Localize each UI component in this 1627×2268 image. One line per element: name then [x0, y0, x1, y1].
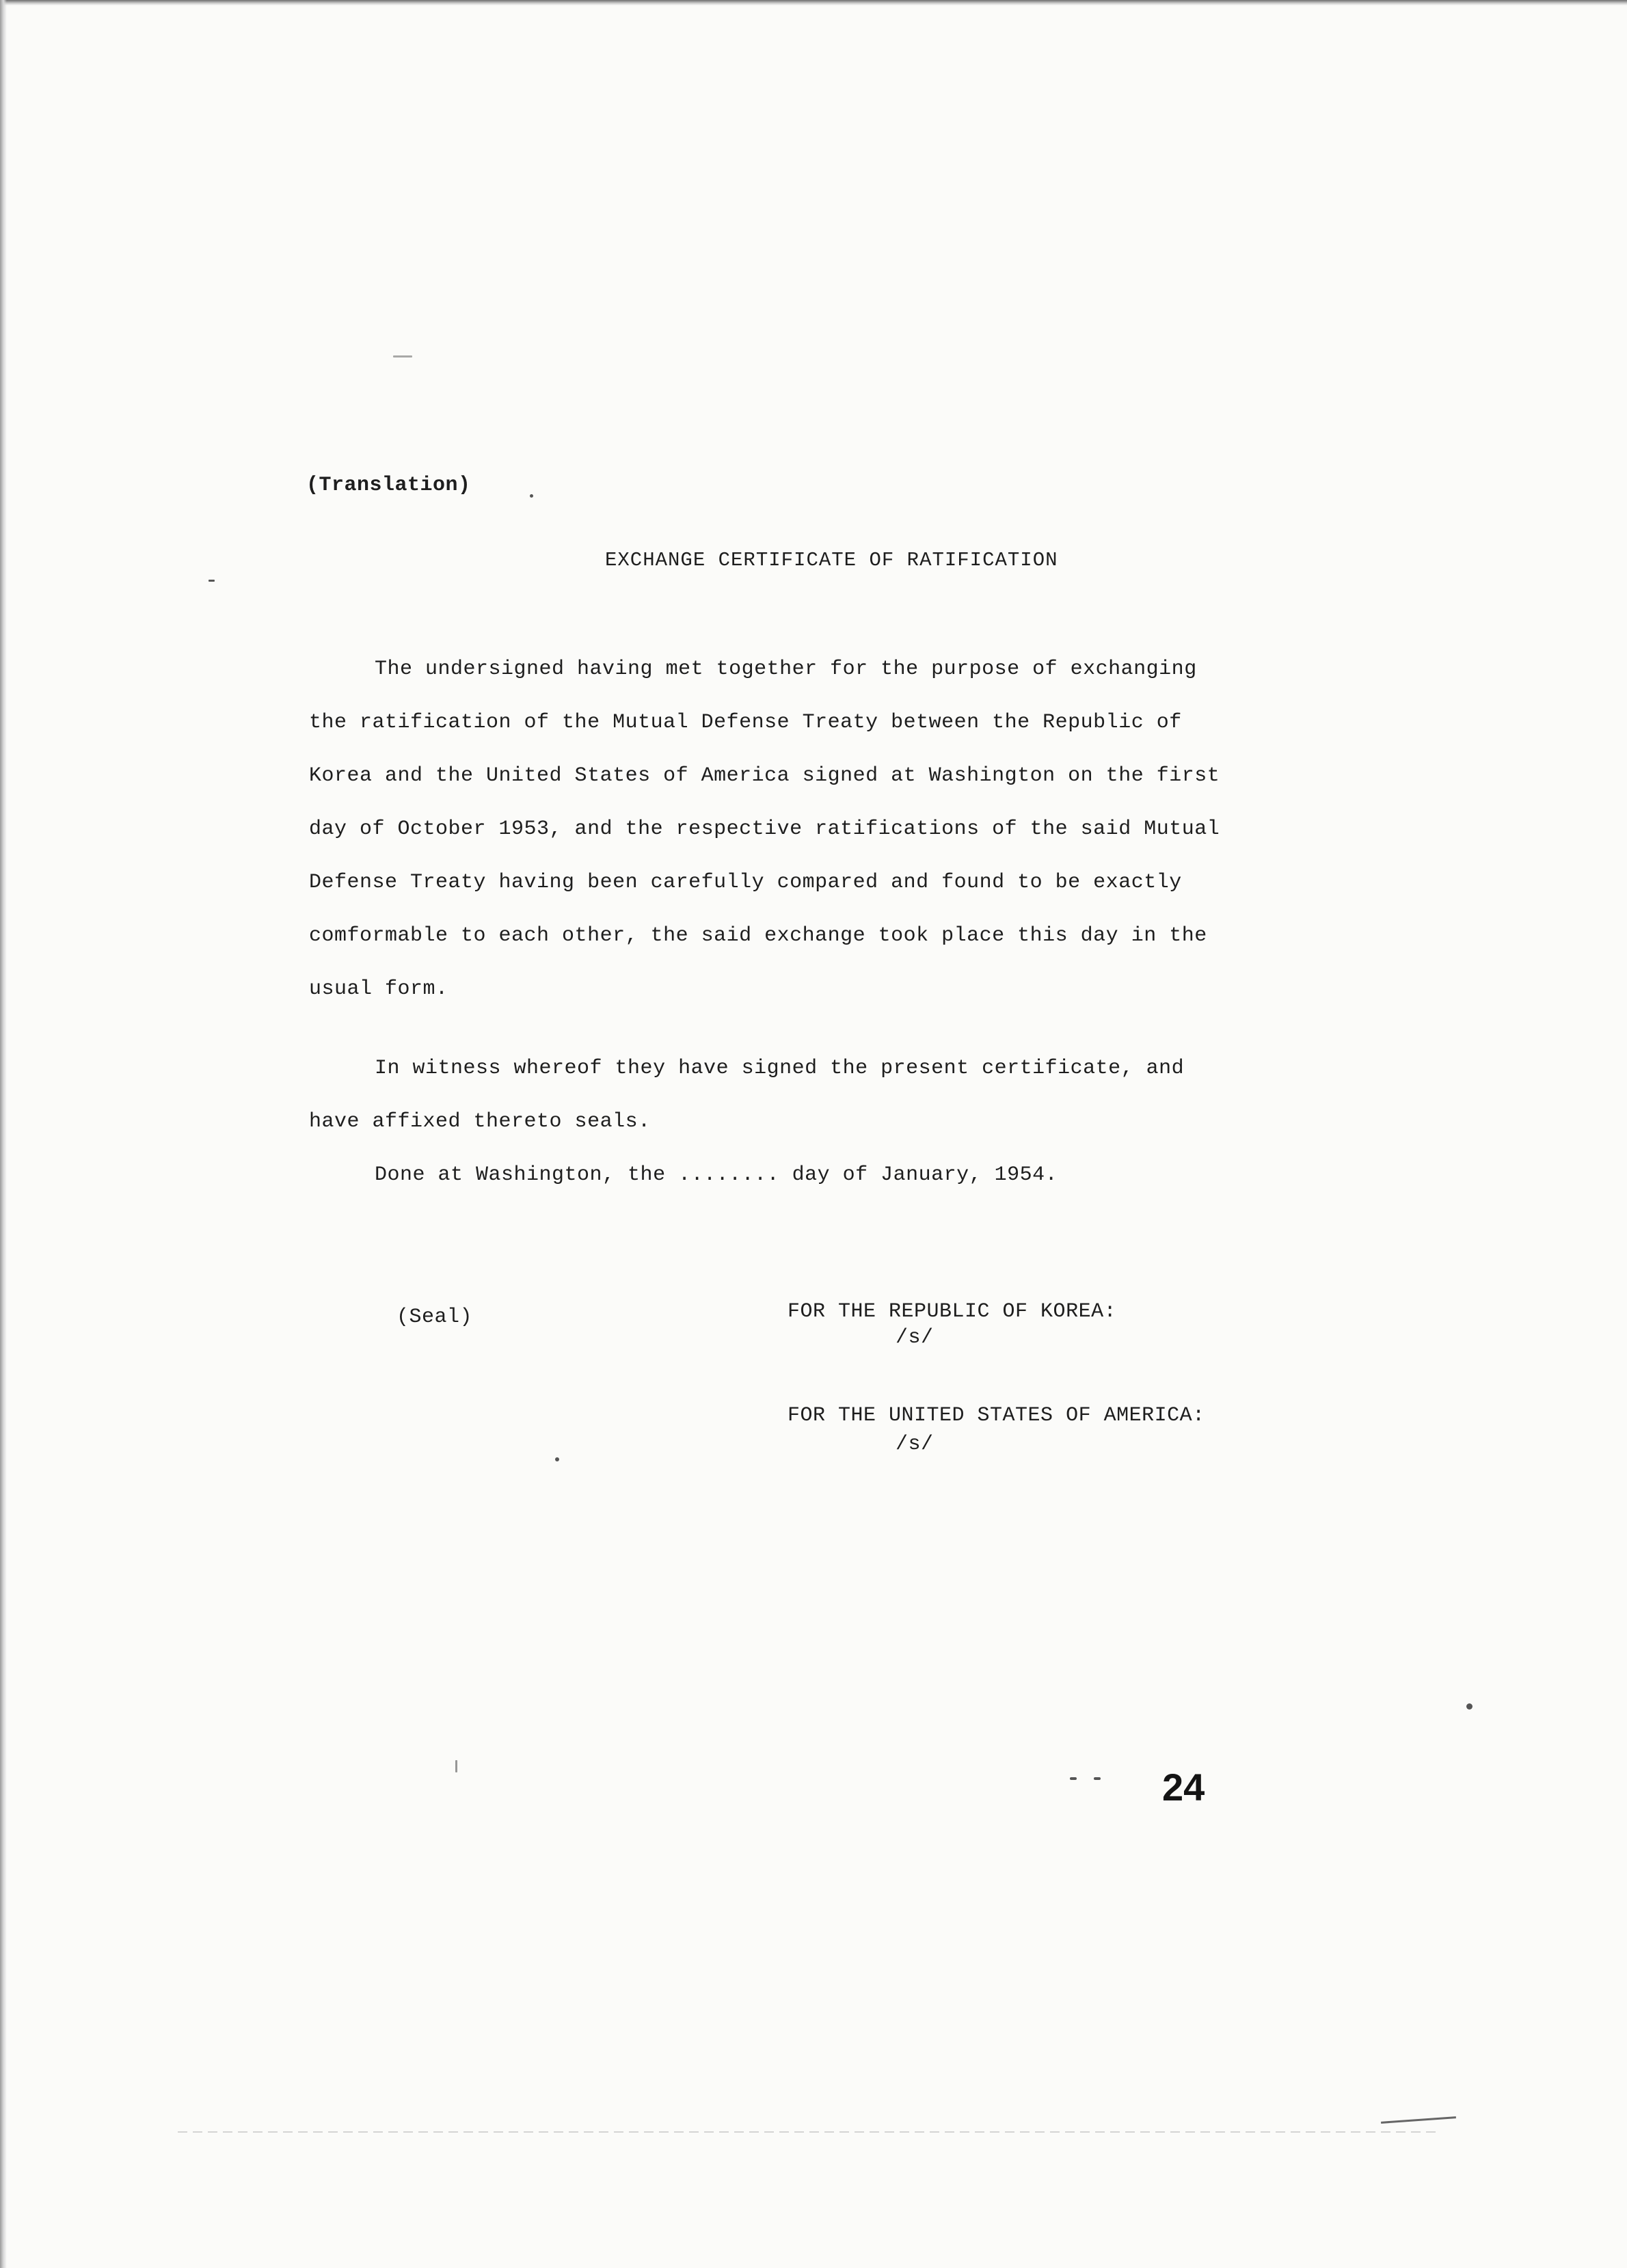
scan-speck: [1466, 1703, 1473, 1710]
scan-speck: [455, 1760, 457, 1772]
scan-speck: [555, 1457, 559, 1461]
document-title: EXCHANGE CERTIFICATE OF RATIFICATION: [605, 549, 1058, 571]
scan-left-edge: [0, 0, 7, 2268]
paragraph-line: Korea and the United States of America signed at Washington on the first: [309, 764, 1220, 787]
scan-speck: [1070, 1777, 1077, 1780]
paragraph-line: The undersigned having met together for the purpose of exchanging: [375, 658, 1197, 681]
paragraph-line: In witness whereof they have signed the present certificate, and: [375, 1057, 1185, 1080]
paragraph-line: have affixed thereto seals.: [309, 1110, 651, 1133]
paragraph-line: usual form.: [309, 977, 448, 1001]
paragraph-line: the ratification of the Mutual Defense Treaty between the Republic of: [309, 711, 1182, 734]
scan-speck: [209, 580, 215, 582]
done-at-line: Done at Washington, the ........ day of January, 1954.: [375, 1163, 1058, 1187]
signatory-korea: FOR THE REPUBLIC OF KOREA:: [788, 1300, 1117, 1323]
bottom-rule: [178, 2131, 1436, 2133]
seal-label: (Seal): [396, 1306, 473, 1329]
paragraph-line: day of October 1953, and the respective ratifications of the said Mutual: [309, 818, 1220, 841]
page-number: 24: [1162, 1766, 1205, 1809]
signature-korea: /s/: [896, 1326, 934, 1349]
translation-label: (Translation): [306, 474, 471, 497]
scan-speck: [1094, 1777, 1101, 1780]
scan-speck: [393, 355, 412, 357]
signature-usa: /s/: [896, 1433, 934, 1456]
paragraph-line: Defense Treaty having been carefully compared and found to be exactly: [309, 871, 1182, 894]
pen-stroke: [1381, 2116, 1456, 2124]
faint-stamp-mark: [971, 1832, 1217, 1859]
scan-top-edge: [0, 0, 1627, 5]
scan-speck: [530, 494, 533, 498]
paragraph-line: comformable to each other, the said exchange took place this day in the: [309, 924, 1207, 947]
signatory-usa: FOR THE UNITED STATES OF AMERICA:: [788, 1404, 1205, 1427]
